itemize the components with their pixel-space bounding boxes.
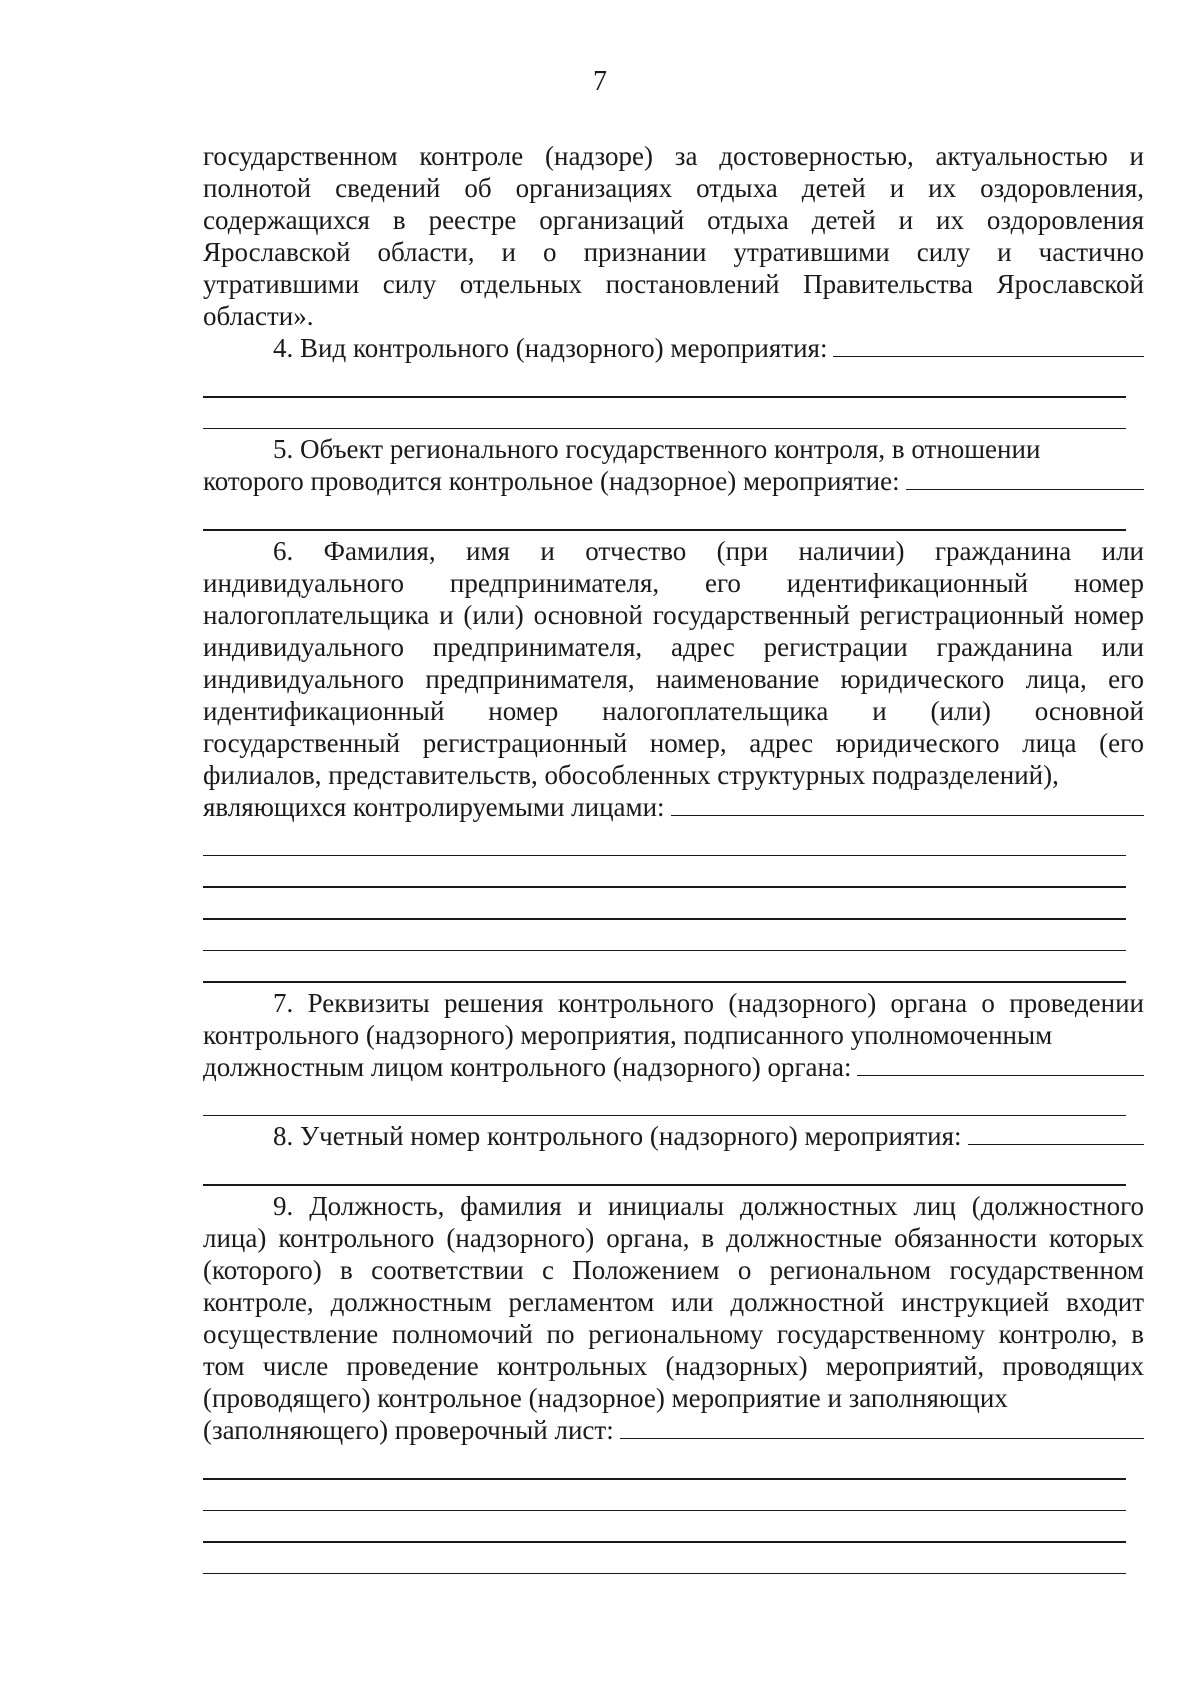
item-8-blank-line-1[interactable] [203, 1184, 1126, 1186]
item-8 [203, 1120, 1144, 1152]
item-6-answer-line[interactable] [671, 793, 1144, 816]
item-9-blank-line-4[interactable] [203, 1573, 1126, 1575]
item-8-label: 8. Учетный номер контрольного (надзорного) мероприятия: [273, 1121, 962, 1152]
intro-paragraph: государственном контроле (надзоре) за достоверностью, актуальностью и полнотой сведений об организациях отдыха детей и их оздоровления, содержащихся в реестре организаций отдыха детей и их оздоровления Ярославской области, и о признании утратившими силу и частично утратившими силу отдельных постановлений Правительства Ярославской области». [203, 141, 1144, 331]
item-9-answer-line[interactable] [620, 1416, 1144, 1439]
item-6-label: являющихся контролируемыми лицами: [203, 791, 665, 822]
item-6-text: 6. Фамилия, имя и отчество (при наличии) гражданина или индивидуального предпринимателя, его идентификационный номер налогоплательщика и (или) основной государственный регистрационный номер индивидуального предпринимателя, адрес регистрации гражданина или индивидуального предпринимателя, наименование юридического лица, его идентификационный номер налогоплательщика и (или) основной государственный регистрационный номер, адрес юридического лица (его филиалов, представительств, обособленных структурных подразделений), [203, 535, 1144, 790]
item-4-blank-line-1[interactable] [203, 396, 1126, 398]
item-9-text: 9. Должность, фамилия и инициалы должностных лиц (должностного лица) контрольного (надзорного) органа, в должностные обязанности которых (которого) в соответствии с Положением о региональном государственном контроле, должностным регламентом или должностной инструкцией входит осуществление полномочий по региональному государственному контролю, в том числе проведение контрольных (надзорных) мероприятий, проводящих (проводящего) контрольное (надзорное) мероприятие и заполняющих [203, 1190, 1144, 1413]
item-6-blank-line-2[interactable] [203, 886, 1126, 888]
item-6-blank-line-4[interactable] [203, 950, 1126, 952]
item-9-blank-line-1[interactable] [203, 1478, 1126, 1480]
item-5-line-1: 5. Объект регионального государственного контроля, в отношении [273, 434, 1041, 465]
item-6 [203, 791, 1144, 823]
item-4 [203, 332, 1144, 364]
item-9-label: (заполняющего) проверочный лист: [203, 1414, 614, 1445]
item-6-blank-line-5[interactable] [203, 981, 1126, 983]
item-4-blank-line-2[interactable] [203, 428, 1126, 430]
item-5-blank-line-1[interactable] [203, 529, 1126, 531]
item-9-blank-line-2[interactable] [203, 1510, 1126, 1512]
item-7-label: должностным лицом контрольного (надзорного) органа: [203, 1051, 852, 1082]
item-6-blank-line-3[interactable] [203, 918, 1126, 920]
item-9-blank-line-3[interactable] [203, 1541, 1126, 1543]
item-4-answer-line[interactable] [833, 334, 1144, 357]
item-4-label: 4. Вид контрольного (надзорного) мероприятия: [273, 333, 828, 363]
item-7-answer-line[interactable] [857, 1053, 1144, 1076]
item-5-answer-line[interactable] [906, 467, 1144, 490]
item-5-label: которого проводится контрольное (надзорное) мероприятие: [203, 466, 900, 497]
item-6-blank-line-1[interactable] [203, 855, 1126, 857]
item-7-blank-line-1[interactable] [203, 1115, 1126, 1117]
item-9 [203, 1414, 1144, 1446]
item-5 [203, 465, 1144, 497]
item-7 [203, 1051, 1144, 1083]
page-number: 7 [593, 66, 607, 97]
item-7-text: 7. Реквизиты решения контрольного (надзорного) органа о проведении контрольного (надзорного) мероприятия, подписанного уполномоченным [203, 987, 1144, 1050]
item-8-answer-line[interactable] [968, 1122, 1144, 1145]
checklist-document [203, 140, 1144, 1574]
